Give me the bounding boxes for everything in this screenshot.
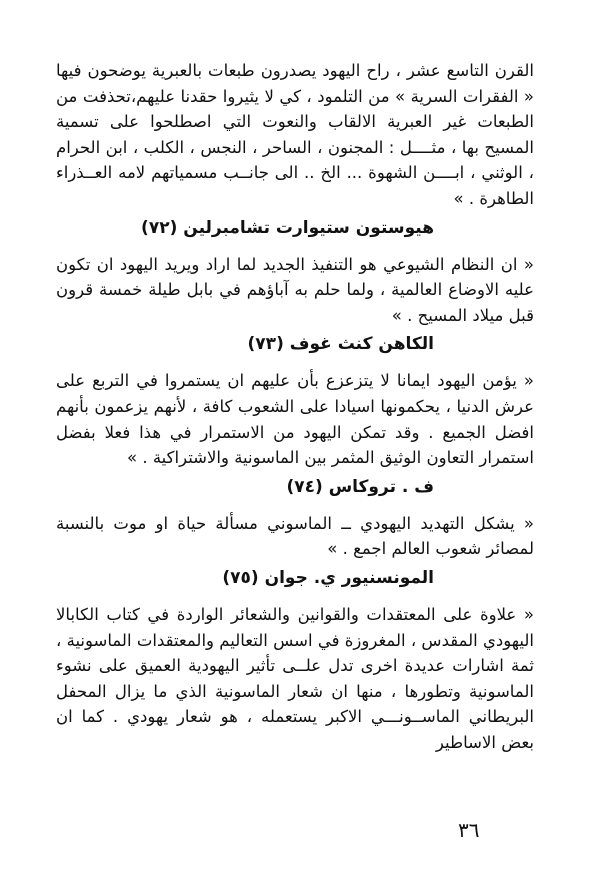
quote-74: « يشكل التهديد اليهودي ــ الماسوني مسألة حياة او موت بالنسبة لمصائر شعوب العالم اجمع . » — [56, 513, 534, 559]
heading-72: هيوستون ستيوارت تشامبرلين (٧٢) — [141, 217, 434, 238]
quote-75: « علاوة على المعتقدات والقوانين والشعائر الواردة في كتاب الكابالا اليهودي المقدس ، المغروزة في اسس التعاليم والمعتقدات الماسونية ، ثمة اشارات عديدة اخرى تدل علــى تأثير اليهودية العميق على نشوء الماسونية وتطورها ، منها ان شعار الماسونية الذي ما يزال المحفل البريطاني الماســونـــي الاكبر يستعمله ، هو شعار يهودي . كما ان بعض الاساطير — [56, 604, 534, 752]
heading-74: ف . تروكاس (٧٤) — [286, 476, 434, 497]
heading-73: الكاهن كنث غوف (٧٣) — [247, 334, 434, 355]
page-number: ٣٦ — [458, 818, 480, 842]
quote-72: « ان النظام الشيوعي هو التنفيذ الجديد لما اراد ويريد اليهود ان تكون عليه الاوضاع العالمية ، ولما حلم به آباؤهم في بابل طيلة خمسة قرون قبل ميلاد المسيح . » — [56, 254, 534, 325]
page-body — [56, 58, 534, 755]
intro-paragraph: القرن التاسع عشر ، راح اليهود يصدرون طبعات بالعبرية يوضحون فيها « الفقرات السرية » من التلمود ، كي لا يثيروا حقدنا عليهم،تحذفت من الطبعات غير العبرية الالقاب والنعوت التي اصطلحوا على تسمية المسيح بها ، مثــــل : المجنون ، الساحر ، النجس ، الكلب ، ابن الحرام ، الوثني ، ابــــن الشهوة ... الخ .. الى جانــب مسمياتهم لامه العــذراء الطاهرة . » — [56, 61, 534, 208]
quote-73: « يؤمن اليهود ايمانا لا يتزعزع بأن عليهم ان يستمروا في التربع على عرش الدنيا ، يحكمونها اسيادا على الشعوب كافة ، لأنهم يزعمون بأنهم افضل الجميع . وقد تمكن اليهود من الاستمرار في هذا فعلا بفضل استمرار التعاون الوثيق المثمر بين الماسونية والاشتراكية . » — [56, 371, 534, 468]
heading-75: المونسنيور ي. جوان (٧٥) — [222, 567, 434, 588]
